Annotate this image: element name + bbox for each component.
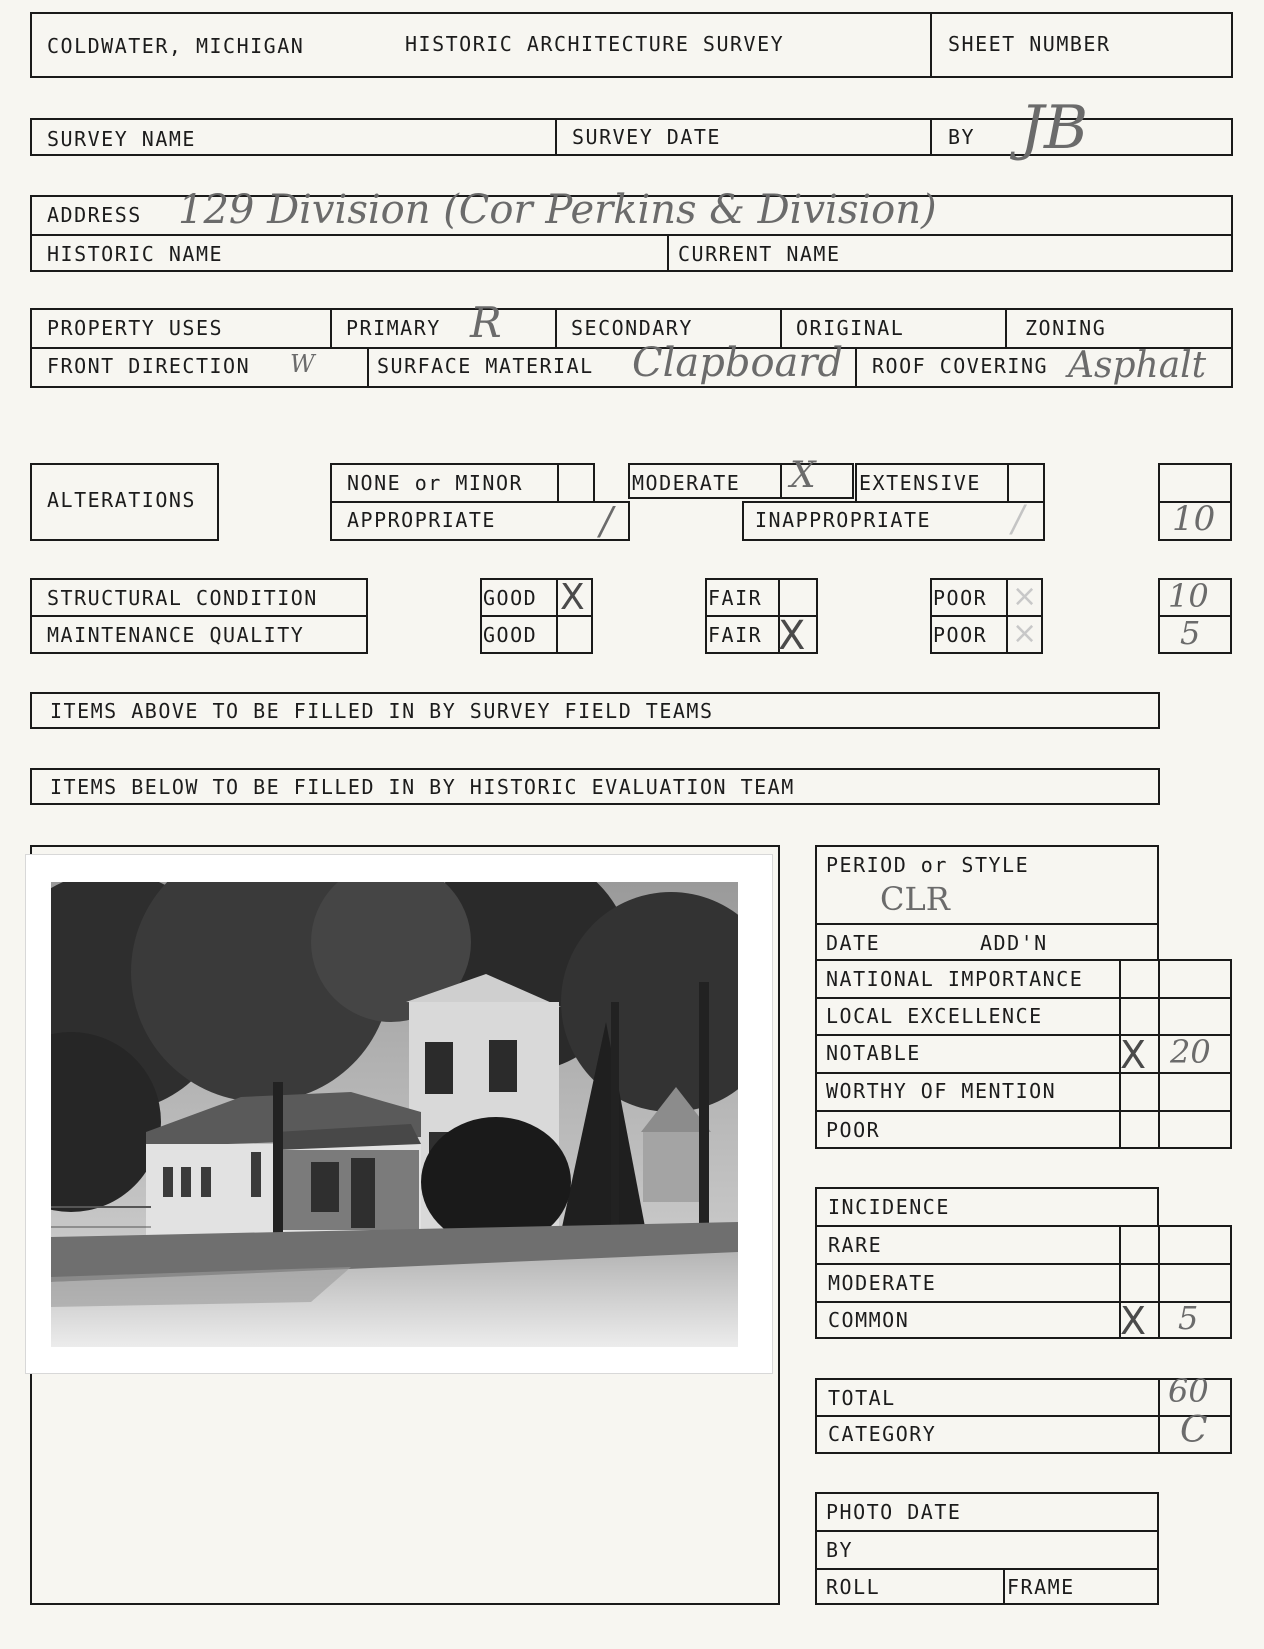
- fair-label-1: FAIR: [708, 586, 763, 610]
- incidence-label: INCIDENCE: [828, 1195, 950, 1219]
- importance-row-1: [815, 997, 1232, 999]
- photo-info-divider-v: [1003, 1568, 1005, 1605]
- poor-divider-v: [1006, 578, 1008, 654]
- survey-divider-2: [930, 118, 932, 156]
- period-value: CLR: [880, 880, 950, 918]
- inappropriate-label: INAPPROPRIATE: [755, 508, 932, 532]
- totals-divider-v: [1158, 1378, 1160, 1454]
- historic-name-label: HISTORIC NAME: [47, 242, 224, 266]
- header-city: COLDWATER, MICHIGAN: [47, 34, 305, 58]
- incidence-row-1: [815, 1263, 1232, 1265]
- incidence-row-2: [815, 1301, 1232, 1303]
- alterations-score: 10: [1172, 499, 1216, 539]
- header-title: HISTORIC ARCHITECTURE SURVEY: [405, 32, 785, 56]
- address-value: 129 Division (Cor Perkins & Division): [178, 187, 937, 233]
- property-divider-2: [555, 308, 557, 347]
- total-value: 60: [1168, 1372, 1209, 1410]
- structural-good-mark: X: [560, 577, 585, 618]
- maintenance-fair-mark: X: [778, 613, 806, 659]
- alterations-label: ALTERATIONS: [47, 488, 196, 512]
- common-label: COMMON: [828, 1308, 910, 1332]
- property-uses-label: PROPERTY USES: [47, 316, 224, 340]
- property-divider-5: [367, 347, 369, 388]
- importance-row-3: [815, 1072, 1232, 1074]
- structural-score: 10: [1168, 577, 1209, 615]
- sheet-number-label: SHEET NUMBER: [948, 32, 1111, 56]
- date-label: DATE: [826, 931, 881, 955]
- eval-poor-label: POOR: [826, 1118, 881, 1142]
- primary-label: PRIMARY: [346, 316, 441, 340]
- note-below-end: [1158, 768, 1160, 805]
- good-divider-v: [556, 578, 558, 654]
- poor-mark-2: ×: [1012, 616, 1038, 651]
- survey-by-label: BY: [948, 125, 976, 149]
- extensive-label: EXTENSIVE: [859, 471, 981, 495]
- original-label: ORIGINAL: [796, 316, 905, 340]
- roof-covering-label: ROOF COVERING: [872, 354, 1049, 378]
- roll-label: ROLL: [826, 1575, 881, 1599]
- poor-label-2: POOR: [933, 623, 988, 647]
- condition-label-divider: [30, 615, 368, 617]
- address-divider-h: [30, 234, 1233, 236]
- importance-divider-v2: [1158, 959, 1160, 1149]
- national-importance-label: NATIONAL IMPORTANCE: [826, 967, 1084, 991]
- surface-material-value: Clapboard: [632, 340, 844, 386]
- period-label: PERIOD or STYLE: [826, 853, 1030, 877]
- house-photo-image: [51, 882, 738, 1347]
- note-above: ITEMS ABOVE TO BE FILLED IN BY SURVEY FIELD TEAMS: [50, 699, 714, 723]
- category-label: CATEGORY: [828, 1422, 937, 1446]
- house-photo: [51, 882, 738, 1347]
- good-label-1: GOOD: [483, 586, 538, 610]
- worthy-of-mention-label: WORTHY OF MENTION: [826, 1079, 1057, 1103]
- appropriate-mark: /: [600, 499, 613, 543]
- survey-name-label: SURVEY NAME: [47, 127, 196, 151]
- totals-divider-h: [815, 1415, 1232, 1417]
- incidence-moderate-label: MODERATE: [828, 1271, 937, 1295]
- importance-row-4: [815, 1110, 1232, 1112]
- incidence-divider-v2: [1158, 1225, 1160, 1339]
- property-divider-4: [1005, 308, 1007, 347]
- inappropriate-mark: /: [1012, 499, 1025, 540]
- poor-label-1: POOR: [933, 586, 988, 610]
- front-direction-value: W: [290, 350, 315, 378]
- photo-by-label: BY: [826, 1538, 854, 1562]
- poor-mark-1: ×: [1012, 579, 1038, 614]
- rare-label: RARE: [828, 1233, 883, 1257]
- extensive-checkcell: [1007, 463, 1009, 503]
- survey-divider-1: [555, 118, 557, 156]
- photo-info-row-1: [815, 1530, 1159, 1532]
- none-minor-checkcell: [557, 463, 559, 503]
- surface-material-label: SURFACE MATERIAL: [377, 354, 594, 378]
- survey-by-signature: JB: [1020, 93, 1089, 163]
- address-label: ADDRESS: [47, 203, 142, 227]
- address-divider-v: [667, 234, 669, 272]
- good-label-2: GOOD: [483, 623, 538, 647]
- primary-value: R: [470, 298, 502, 347]
- zoning-label: ZONING: [1025, 316, 1107, 340]
- note-below: ITEMS BELOW TO BE FILLED IN BY HISTORIC EVALUATION TEAM: [50, 775, 795, 799]
- header-divider: [930, 12, 932, 78]
- common-score: 5: [1178, 1299, 1199, 1337]
- survey-date-label: SURVEY DATE: [572, 125, 721, 149]
- appropriate-label: APPROPRIATE: [347, 508, 496, 532]
- photo-date-label: PHOTO DATE: [826, 1500, 962, 1524]
- notable-label: NOTABLE: [826, 1041, 921, 1065]
- moderate-label: MODERATE: [632, 471, 741, 495]
- common-mark: X: [1120, 1299, 1147, 1343]
- total-label: TOTAL: [828, 1386, 896, 1410]
- secondary-label: SECONDARY: [571, 316, 693, 340]
- front-direction-label: FRONT DIRECTION: [47, 354, 251, 378]
- photo-info-row-2: [815, 1568, 1159, 1570]
- fair-label-2: FAIR: [708, 623, 763, 647]
- maintenance-quality-label: MAINTENANCE QUALITY: [47, 623, 305, 647]
- notable-score: 20: [1170, 1033, 1211, 1071]
- moderate-checkcell: [780, 463, 782, 499]
- category-value: C: [1180, 1410, 1208, 1451]
- local-excellence-label: LOCAL EXCELLENCE: [826, 1004, 1043, 1028]
- property-divider-1: [330, 308, 332, 347]
- notable-mark: X: [1120, 1033, 1147, 1077]
- current-name-label: CURRENT NAME: [678, 242, 841, 266]
- moderate-mark: X: [790, 455, 816, 496]
- property-divider-6: [855, 347, 857, 388]
- note-above-end: [1158, 692, 1160, 729]
- none-minor-label: NONE or MINOR: [347, 471, 524, 495]
- structural-condition-label: STRUCTURAL CONDITION: [47, 586, 318, 610]
- roof-covering-value: Asphalt: [1068, 345, 1207, 386]
- maintenance-score: 5: [1180, 614, 1201, 652]
- addn-label: ADD'N: [980, 931, 1048, 955]
- frame-label: FRAME: [1007, 1575, 1075, 1599]
